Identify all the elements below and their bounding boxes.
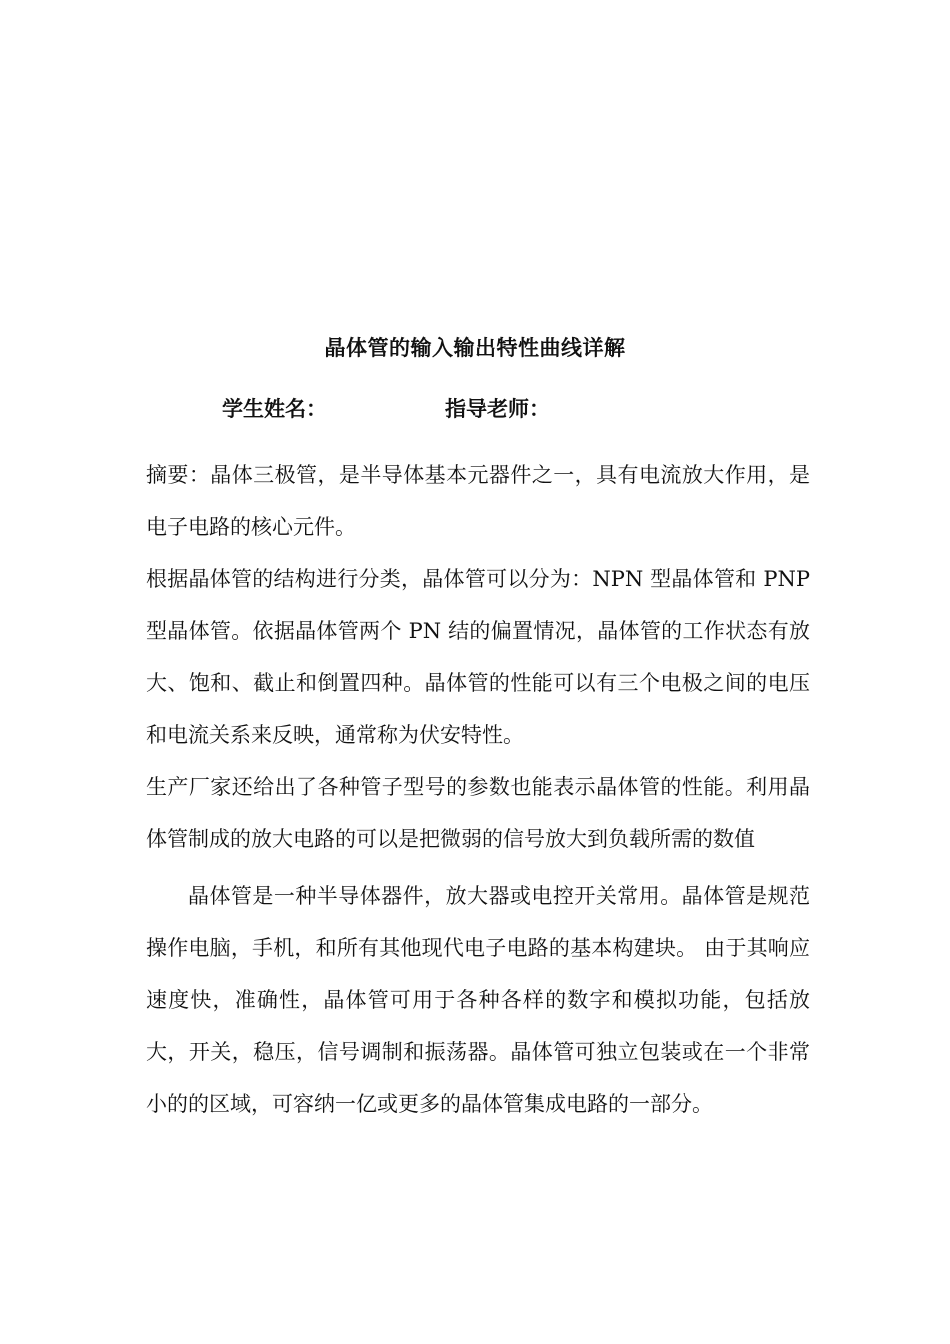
- classification-paragraph: 根据晶体管的结构进行分类，晶体管可以分为：NPN 型晶体管和 PNP 型晶体管。依据晶体管两个 PN 结的偏置情况，晶体管的工作状态有放大、饱和、截止和倒置四种。晶体管的性能可以有三个电极之间的电压和电流关系来反映，通常称为伏安特性。: [146, 567, 810, 747]
- student-name-label: 学生姓名：: [222, 397, 327, 421]
- advisor-name-label: 指导老师：: [445, 397, 550, 421]
- manufacturer-paragraph: 生产厂家还给出了各种管子型号的参数也能表示晶体管的性能。利用晶体管制成的放大电路的可以是把微弱的信号放大到负载所需的数值: [146, 775, 810, 851]
- document-title: 晶体管的输入输出特性曲线详解: [324, 336, 626, 360]
- document-body: [146, 449, 810, 1130]
- abstract-paragraph: 摘要：晶体三极管，是半导体基本元器件之一，具有电流放大作用，是电子电路的核心元件。: [146, 463, 810, 539]
- transistor-overview-paragraph: 晶体管是一种半导体器件，放大器或电控开关常用。晶体管是规范操作电脑，手机，和所有其他现代电子电路的基本构建块。 由于其响应速度快，准确性，晶体管可用于各种各样的数字和模拟功能，包括放大，开关，稳压，信号调制和振荡器。晶体管可独立包装或在一个非常小的的区域，可容纳一亿或更多的晶体管集成电路的一部分。: [146, 884, 810, 1116]
